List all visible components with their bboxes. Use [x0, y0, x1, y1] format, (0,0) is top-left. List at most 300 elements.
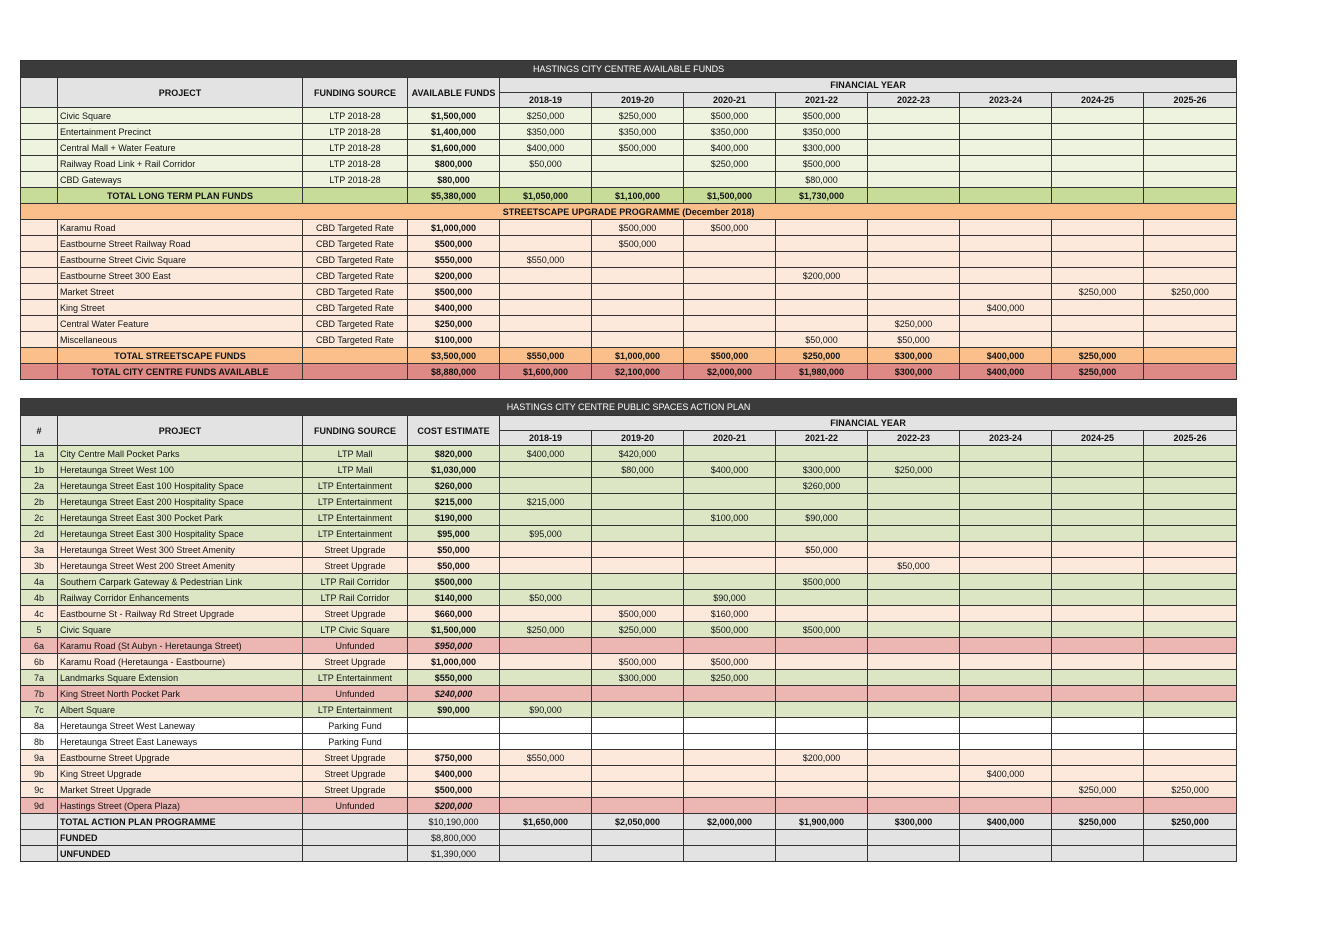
unfunded-label: UNFUNDED	[58, 846, 303, 862]
year-value-cell	[868, 750, 960, 766]
year-value-cell	[960, 188, 1052, 204]
year-value-cell	[1052, 718, 1144, 734]
funding-source: Street Upgrade	[303, 606, 408, 622]
available-funds-value: $200,000	[408, 268, 500, 284]
table-row	[21, 622, 1237, 638]
year-value-cell	[868, 140, 960, 156]
cost-estimate-value: $90,000	[408, 702, 500, 718]
year-value-cell	[684, 316, 776, 332]
year-value-cell: $500,000	[592, 236, 684, 252]
year-value-cell: $2,000,000	[684, 364, 776, 380]
year-value-cell	[1144, 558, 1237, 574]
year-value-cell	[1144, 236, 1237, 252]
table-row	[21, 252, 1237, 268]
row-blank-cell	[21, 332, 58, 348]
year-value-cell	[592, 478, 684, 494]
year-value-cell	[592, 686, 684, 702]
year-value-cell	[592, 702, 684, 718]
year-value-cell	[868, 220, 960, 236]
year-value-cell	[960, 268, 1052, 284]
year-value-cell	[960, 590, 1052, 606]
project-number: 3a	[21, 542, 58, 558]
funding-source: LTP 2018-28	[303, 140, 408, 156]
year-value-cell	[960, 156, 1052, 172]
year-value-cell: $300,000	[592, 670, 684, 686]
project-name: Eastbourne Street Railway Road	[58, 236, 303, 252]
table-row	[21, 364, 1237, 380]
year-value-cell	[960, 124, 1052, 140]
table-row	[21, 846, 1237, 862]
year-value-cell	[960, 574, 1052, 590]
project-name: King Street	[58, 300, 303, 316]
row-blank-cell	[21, 316, 58, 332]
year-value-cell	[500, 782, 592, 798]
total-amount: $5,380,000	[408, 188, 500, 204]
year-value-cell	[1052, 268, 1144, 284]
year-value-cell	[684, 766, 776, 782]
funding-source: LTP Entertainment	[303, 478, 408, 494]
year-value-cell	[1144, 654, 1237, 670]
project-name: Central Mall + Water Feature	[58, 140, 303, 156]
year-value-cell	[776, 590, 868, 606]
year-value-cell	[776, 734, 868, 750]
action-amount-header: COST ESTIMATE	[408, 416, 500, 446]
funds-financial-year-header: FINANCIAL YEAR	[500, 78, 1237, 93]
year-header: 2021-22	[776, 93, 868, 108]
year-value-cell	[684, 718, 776, 734]
year-value-cell	[960, 750, 1052, 766]
year-header: 2018-19	[500, 93, 592, 108]
year-value-cell	[1052, 686, 1144, 702]
year-value-cell	[960, 846, 1052, 862]
year-value-cell	[1052, 124, 1144, 140]
project-name: Heretaunga Street West 300 Street Amenity	[58, 542, 303, 558]
year-value-cell	[960, 606, 1052, 622]
year-value-cell	[1144, 300, 1237, 316]
project-name: Heretaunga Street East 200 Hospitality Space	[58, 494, 303, 510]
year-value-cell	[776, 316, 868, 332]
year-value-cell	[1144, 718, 1237, 734]
year-value-cell	[500, 172, 592, 188]
year-value-cell	[500, 830, 592, 846]
year-header: 2025-26	[1144, 431, 1237, 446]
year-value-cell	[592, 172, 684, 188]
table-row	[21, 332, 1237, 348]
funding-source: LTP 2018-28	[303, 156, 408, 172]
row-blank-cell	[21, 364, 58, 380]
year-value-cell	[1144, 542, 1237, 558]
year-value-cell	[500, 462, 592, 478]
table-row	[21, 510, 1237, 526]
year-value-cell: $550,000	[500, 750, 592, 766]
year-value-cell	[1052, 316, 1144, 332]
year-value-cell	[1144, 364, 1237, 380]
year-value-cell	[960, 140, 1052, 156]
funding-source: LTP Entertainment	[303, 670, 408, 686]
row-blank-cell	[303, 188, 408, 204]
year-value-cell: $50,000	[500, 590, 592, 606]
year-value-cell	[684, 478, 776, 494]
year-value-cell	[1052, 188, 1144, 204]
project-name: City Centre Mall Pocket Parks	[58, 446, 303, 462]
year-value-cell	[1144, 124, 1237, 140]
year-value-cell: $200,000	[776, 750, 868, 766]
year-value-cell: $50,000	[868, 332, 960, 348]
year-value-cell	[1144, 526, 1237, 542]
project-number: 7c	[21, 702, 58, 718]
funding-source: LTP 2018-28	[303, 124, 408, 140]
year-value-cell	[868, 734, 960, 750]
project-number: 2c	[21, 510, 58, 526]
project-name: Railway Road Link + Rail Corridor	[58, 156, 303, 172]
available-funds-value: $1,500,000	[408, 108, 500, 124]
year-value-cell	[500, 300, 592, 316]
project-number: 4c	[21, 606, 58, 622]
table-row	[21, 558, 1237, 574]
funding-source: LTP Civic Square	[303, 622, 408, 638]
cost-estimate-value: $950,000	[408, 638, 500, 654]
row-blank-cell	[21, 284, 58, 300]
project-number: 7b	[21, 686, 58, 702]
table-row	[21, 654, 1237, 670]
year-value-cell	[776, 606, 868, 622]
year-value-cell: $350,000	[500, 124, 592, 140]
table-row	[21, 814, 1237, 830]
table-row	[21, 606, 1237, 622]
year-value-cell	[684, 252, 776, 268]
row-blank-cell	[21, 236, 58, 252]
year-value-cell	[1144, 220, 1237, 236]
year-value-cell	[500, 798, 592, 814]
year-value-cell: $2,050,000	[592, 814, 684, 830]
year-value-cell	[868, 590, 960, 606]
year-value-cell: $250,000	[500, 622, 592, 638]
funding-source: LTP Rail Corridor	[303, 590, 408, 606]
year-value-cell	[960, 220, 1052, 236]
year-value-cell	[500, 284, 592, 300]
year-value-cell	[1144, 846, 1237, 862]
table-row	[21, 446, 1237, 462]
year-value-cell: $400,000	[500, 140, 592, 156]
year-value-cell	[500, 236, 592, 252]
row-blank-cell	[21, 268, 58, 284]
year-value-cell: $250,000	[776, 348, 868, 364]
action-source-header: FUNDING SOURCE	[303, 416, 408, 446]
year-value-cell	[1052, 140, 1144, 156]
cost-estimate-value: $260,000	[408, 478, 500, 494]
year-value-cell	[500, 332, 592, 348]
year-value-cell	[776, 252, 868, 268]
funding-source: Unfunded	[303, 798, 408, 814]
row-blank-cell	[21, 846, 58, 862]
funding-source: LTP Entertainment	[303, 702, 408, 718]
year-value-cell	[1144, 510, 1237, 526]
year-value-cell	[868, 108, 960, 124]
project-name: Karamu Road	[58, 220, 303, 236]
table-row	[21, 300, 1237, 316]
row-blank-cell	[21, 108, 58, 124]
project-number: 9b	[21, 766, 58, 782]
row-blank-cell	[303, 364, 408, 380]
year-value-cell	[1144, 622, 1237, 638]
available-funds-value: $1,600,000	[408, 140, 500, 156]
year-value-cell	[776, 766, 868, 782]
project-name: Heretaunga Street West 100	[58, 462, 303, 478]
cost-estimate-value: $400,000	[408, 766, 500, 782]
project-name: Eastbourne St - Railway Rd Street Upgrade	[58, 606, 303, 622]
year-value-cell	[1144, 478, 1237, 494]
cost-estimate-value: $240,000	[408, 686, 500, 702]
year-value-cell	[868, 284, 960, 300]
year-value-cell: $500,000	[776, 156, 868, 172]
year-value-cell: $250,000	[1052, 284, 1144, 300]
funding-source: Street Upgrade	[303, 558, 408, 574]
year-value-cell	[684, 750, 776, 766]
row-blank-cell	[303, 814, 408, 830]
project-number: 6a	[21, 638, 58, 654]
year-value-cell: $350,000	[684, 124, 776, 140]
year-value-cell	[684, 574, 776, 590]
year-value-cell: $550,000	[500, 252, 592, 268]
year-value-cell: $350,000	[776, 124, 868, 140]
year-value-cell	[684, 830, 776, 846]
year-value-cell	[868, 446, 960, 462]
project-number: 6b	[21, 654, 58, 670]
year-value-cell	[500, 510, 592, 526]
project-name: CBD Gateways	[58, 172, 303, 188]
year-value-cell	[960, 510, 1052, 526]
year-value-cell	[868, 638, 960, 654]
year-header: 2019-20	[592, 431, 684, 446]
year-value-cell	[776, 300, 868, 316]
year-value-cell	[960, 332, 1052, 348]
table-row	[21, 542, 1237, 558]
year-value-cell	[1144, 252, 1237, 268]
year-value-cell	[960, 782, 1052, 798]
year-value-cell	[592, 252, 684, 268]
year-value-cell	[1052, 252, 1144, 268]
project-number: 4b	[21, 590, 58, 606]
cost-estimate-value: $95,000	[408, 526, 500, 542]
year-value-cell: $250,000	[1052, 782, 1144, 798]
year-value-cell	[1052, 300, 1144, 316]
row-blank-cell	[21, 220, 58, 236]
table-row	[21, 172, 1237, 188]
row-blank-cell	[21, 140, 58, 156]
year-value-cell	[960, 316, 1052, 332]
table-row	[21, 526, 1237, 542]
year-value-cell: $500,000	[684, 654, 776, 670]
year-header: 2024-25	[1052, 93, 1144, 108]
year-value-cell	[1052, 542, 1144, 558]
table-row	[21, 638, 1237, 654]
table-row	[21, 284, 1237, 300]
year-value-cell	[684, 332, 776, 348]
year-value-cell: $1,600,000	[500, 364, 592, 380]
available-funds-value: $1,400,000	[408, 124, 500, 140]
year-value-cell	[684, 494, 776, 510]
year-value-cell: $500,000	[776, 108, 868, 124]
year-value-cell	[1144, 702, 1237, 718]
year-value-cell	[1052, 494, 1144, 510]
cost-estimate-value	[408, 718, 500, 734]
row-blank-cell	[21, 830, 58, 846]
table-row	[21, 718, 1237, 734]
year-value-cell	[500, 686, 592, 702]
funded-amount: $8,800,000	[408, 830, 500, 846]
year-value-cell	[592, 526, 684, 542]
row-blank-cell	[21, 252, 58, 268]
year-value-cell	[1052, 702, 1144, 718]
project-number: 9d	[21, 798, 58, 814]
year-value-cell: $1,100,000	[592, 188, 684, 204]
year-value-cell: $250,000	[1052, 348, 1144, 364]
year-value-cell	[1144, 446, 1237, 462]
table-row	[21, 478, 1237, 494]
year-value-cell	[960, 830, 1052, 846]
year-value-cell	[592, 542, 684, 558]
year-value-cell	[1144, 494, 1237, 510]
year-value-cell	[592, 830, 684, 846]
project-name: Karamu Road (Heretaunga - Eastbourne)	[58, 654, 303, 670]
project-number: 8a	[21, 718, 58, 734]
year-value-cell	[1052, 108, 1144, 124]
year-value-cell	[868, 622, 960, 638]
year-value-cell	[684, 702, 776, 718]
table-row	[21, 734, 1237, 750]
year-value-cell	[592, 798, 684, 814]
cost-estimate-value: $140,000	[408, 590, 500, 606]
year-value-cell	[776, 558, 868, 574]
year-value-cell	[868, 654, 960, 670]
year-header: 2022-23	[868, 93, 960, 108]
year-value-cell	[500, 478, 592, 494]
action-num-header: #	[21, 416, 58, 446]
year-header: 2020-21	[684, 431, 776, 446]
funding-source: Street Upgrade	[303, 750, 408, 766]
year-value-cell	[868, 782, 960, 798]
year-value-cell: $300,000	[776, 140, 868, 156]
project-name: Entertainment Precinct	[58, 124, 303, 140]
funding-source: LTP 2018-28	[303, 108, 408, 124]
year-value-cell: $1,900,000	[776, 814, 868, 830]
year-value-cell	[1052, 766, 1144, 782]
year-value-cell	[1144, 316, 1237, 332]
project-name: Eastbourne Street Upgrade	[58, 750, 303, 766]
year-value-cell: $250,000	[868, 462, 960, 478]
project-name: Heretaunga Street East 100 Hospitality Space	[58, 478, 303, 494]
year-value-cell	[960, 172, 1052, 188]
table-row	[21, 462, 1237, 478]
year-value-cell: $1,500,000	[684, 188, 776, 204]
year-value-cell	[592, 782, 684, 798]
row-blank-cell	[303, 348, 408, 364]
year-value-cell	[500, 606, 592, 622]
table-row	[21, 830, 1237, 846]
year-value-cell	[868, 124, 960, 140]
year-value-cell: $95,000	[500, 526, 592, 542]
year-value-cell	[1052, 622, 1144, 638]
available-funds-value: $1,000,000	[408, 220, 500, 236]
project-number: 2b	[21, 494, 58, 510]
year-value-cell	[1144, 188, 1237, 204]
funding-source: CBD Targeted Rate	[303, 268, 408, 284]
row-blank-cell	[303, 830, 408, 846]
year-value-cell	[868, 156, 960, 172]
year-value-cell: $50,000	[776, 332, 868, 348]
row-blank-cell	[21, 188, 58, 204]
table-row	[21, 798, 1237, 814]
cost-estimate-value	[408, 734, 500, 750]
year-value-cell	[1144, 590, 1237, 606]
project-name: Miscellaneous	[58, 332, 303, 348]
project-name: Heretaunga Street East 300 Hospitality Space	[58, 526, 303, 542]
table-row	[21, 220, 1237, 236]
year-value-cell	[1144, 766, 1237, 782]
year-value-cell	[868, 718, 960, 734]
table-row	[21, 590, 1237, 606]
funding-source: LTP Mall	[303, 462, 408, 478]
year-value-cell	[960, 702, 1052, 718]
year-value-cell	[684, 172, 776, 188]
year-value-cell	[1144, 156, 1237, 172]
cost-estimate-value: $660,000	[408, 606, 500, 622]
year-value-cell	[960, 622, 1052, 638]
year-value-cell: $400,000	[500, 446, 592, 462]
project-name: Heretaunga Street West Laneway	[58, 718, 303, 734]
year-value-cell: $420,000	[592, 446, 684, 462]
year-value-cell	[1052, 846, 1144, 862]
year-value-cell	[1144, 606, 1237, 622]
year-value-cell: $300,000	[868, 814, 960, 830]
table-row	[21, 750, 1237, 766]
year-value-cell	[500, 316, 592, 332]
year-value-cell: $400,000	[960, 348, 1052, 364]
action-table-body	[21, 446, 1237, 862]
year-value-cell	[776, 686, 868, 702]
year-value-cell: $300,000	[868, 348, 960, 364]
funding-source: Street Upgrade	[303, 766, 408, 782]
project-name: Eastbourne Street Civic Square	[58, 252, 303, 268]
year-value-cell	[500, 654, 592, 670]
year-value-cell: $400,000	[960, 814, 1052, 830]
year-value-cell	[776, 782, 868, 798]
year-value-cell	[684, 734, 776, 750]
year-value-cell	[868, 798, 960, 814]
available-funds-value: $400,000	[408, 300, 500, 316]
year-value-cell: $50,000	[776, 542, 868, 558]
year-header: 2025-26	[1144, 93, 1237, 108]
year-value-cell: $100,000	[684, 510, 776, 526]
year-value-cell	[1144, 332, 1237, 348]
cost-estimate-value: $550,000	[408, 670, 500, 686]
year-value-cell	[500, 574, 592, 590]
total-amount: $8,880,000	[408, 364, 500, 380]
year-value-cell	[592, 494, 684, 510]
funds-source-header: FUNDING SOURCE	[303, 78, 408, 108]
streetscape-section-row	[21, 204, 1237, 220]
year-value-cell: $250,000	[592, 622, 684, 638]
action-table-title: HASTINGS CITY CENTRE PUBLIC SPACES ACTION PLAN	[21, 399, 1237, 416]
unfunded-amount: $1,390,000	[408, 846, 500, 862]
year-value-cell	[868, 830, 960, 846]
table-row	[21, 316, 1237, 332]
year-value-cell: $250,000	[592, 108, 684, 124]
year-value-cell: $400,000	[684, 140, 776, 156]
year-value-cell	[1052, 574, 1144, 590]
cost-estimate-value: $1,030,000	[408, 462, 500, 478]
year-value-cell	[684, 542, 776, 558]
